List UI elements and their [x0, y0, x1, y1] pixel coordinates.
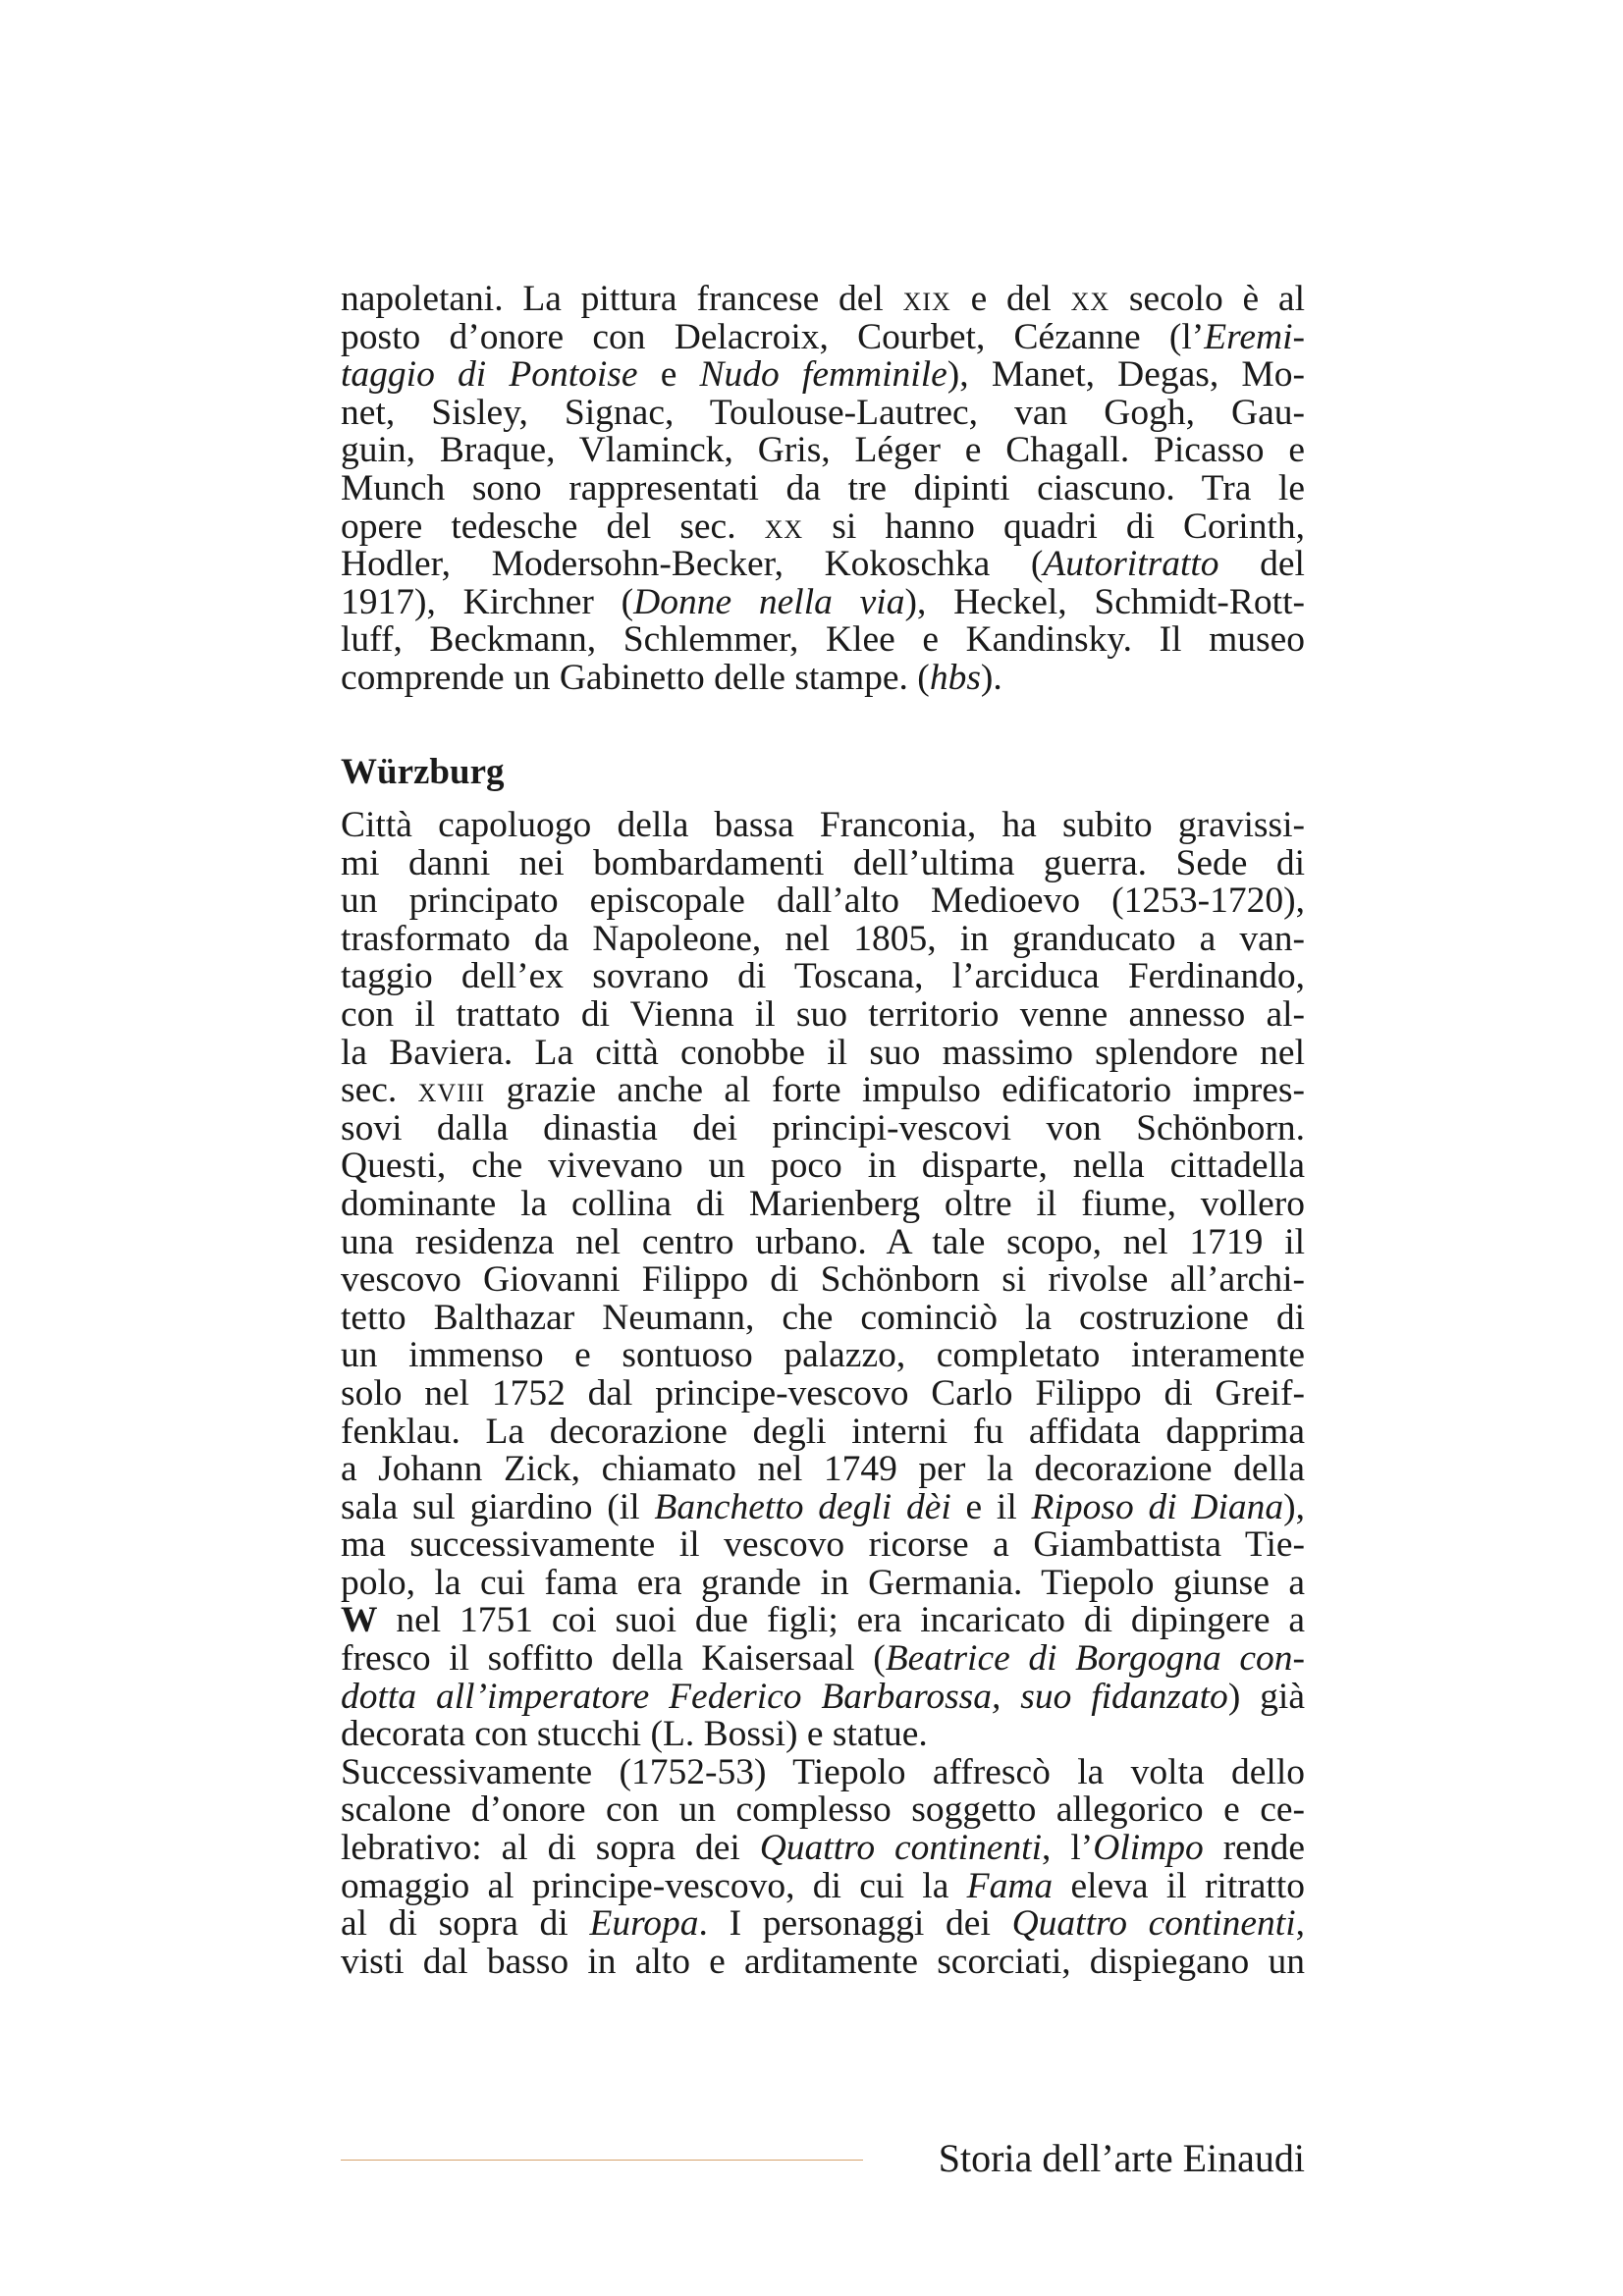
text-line: dominante la collina di Marienberg oltre il fiume, vollero — [341, 1183, 1305, 1224]
text-line: net, Sisley, Signac, Toulouse-Lautrec, van Gogh, Gau- — [341, 392, 1305, 433]
text-line: napoletani. La pittura francese del xix e del xx secolo è al — [341, 279, 1305, 319]
paragraph-continuation — [341, 281, 1305, 698]
text-line: ma successivamente il vescovo ricorse a Giambattista Tie- — [341, 1524, 1305, 1566]
footer-publication-title: Storia dell’arte Einaudi — [938, 2136, 1305, 2180]
italic-title: Banchetto degli dèi — [654, 1486, 951, 1527]
text-line: con il trattato di Vienna il suo territorio venne annesso al- — [341, 993, 1305, 1035]
text-line: W nel 1751 coi suoi due figli; era incaricato di dipingere a — [341, 1600, 1305, 1641]
text-line: sala sul giardino (il Banchetto degli dèi e il Riposo di Diana), — [341, 1486, 1306, 1527]
italic-title: Eremi- — [1204, 316, 1305, 357]
text-line: sovi dalla dinastia dei principi-vescovi von Schönborn. — [341, 1107, 1305, 1148]
paragraph-tiepolo-staircase — [341, 1751, 1305, 1982]
text-line: luff, Beckmann, Schlemmer, Klee e Kandinsky. Il museo — [341, 619, 1305, 661]
text-line: scalone d’onore con un complesso soggetto allegorico e ce- — [341, 1789, 1305, 1831]
text-line: un principato episcopale dall’alto Medioevo (1253-1720), — [341, 881, 1305, 922]
roman-numeral: xx — [764, 506, 804, 547]
text-line: taggio dell’ex sovrano di Toscana, l’arciduca Ferdinando, — [341, 956, 1305, 997]
text-line: posto d’onore con Delacroix, Courbet, Cézanne (l’Eremi- — [341, 316, 1305, 357]
italic-title: hbs — [929, 657, 981, 698]
paragraph-museum-collection — [341, 281, 1305, 698]
text-line: guin, Braque, Vlaminck, Gris, Léger e Chagall. Picasso e — [341, 430, 1305, 471]
roman-numeral: xix — [902, 279, 951, 319]
text-line: 1917), Kirchner (Donne nella via), Heckel, Schmidt-Rott- — [341, 581, 1305, 622]
text-line: lebrativo: al di sopra dei Quattro continenti, l’Olimpo rende — [341, 1828, 1305, 1869]
text-line: una residenza nel centro urbano. A tale scopo, nel 1719 il — [341, 1221, 1305, 1262]
text-line: tetto Balthazar Neumann, che cominciò la costruzione di — [341, 1297, 1305, 1338]
italic-title: Olimpo — [1093, 1828, 1204, 1869]
bold-abbreviation: W — [341, 1600, 378, 1641]
roman-numeral: xx — [1070, 279, 1110, 319]
text-line: Hodler, Modersohn-Becker, Kokoschka (Autoritratto del — [341, 544, 1305, 585]
text-line: Successivamente (1752-53) Tiepolo affrescò la volta dello — [341, 1751, 1305, 1792]
italic-title: Donne nella via — [633, 581, 905, 622]
italic-title: Quattro continenti — [1011, 1903, 1296, 1945]
text-line: polo, la cui fama era grande in Germania. Tiepolo giunse a — [341, 1562, 1305, 1603]
italic-title: Quattro continenti — [759, 1828, 1043, 1869]
roman-numeral: xviii — [417, 1070, 486, 1111]
text-line: fresco il soffitto della Kaisersaal (Beatrice di Borgogna con- — [341, 1638, 1305, 1680]
italic-title: Europa — [589, 1903, 699, 1945]
text-line: vescovo Giovanni Filippo di Schönborn si rivolse all’archi- — [341, 1259, 1305, 1301]
text-line: fenklau. La decorazione degli interni fu affidata dapprima — [341, 1411, 1305, 1452]
text-line: solo nel 1752 dal principe-vescovo Carlo Filippo di Greif- — [341, 1372, 1305, 1414]
text-line: mi danni nei bombardamenti dell’ultima guerra. Sede di — [341, 842, 1305, 883]
text-line: taggio di Pontoise e Nudo femminile), Manet, Degas, Mo- — [341, 354, 1305, 396]
italic-title: dotta all’imperatore Federico Barbarossa, suo fidanzato — [341, 1676, 1228, 1717]
text-line: Città capoluogo della bassa Franconia, ha subito gravissi- — [341, 805, 1305, 845]
italic-title: Beatrice di Borgogna con- — [885, 1638, 1305, 1680]
wurzburg-entry — [341, 807, 1305, 1981]
text-line: trasformato da Napoleone, nel 1805, in granducato a van- — [341, 918, 1305, 959]
text-line: visti dal basso in alto e arditamente scorciati, dispiegano un — [341, 1941, 1305, 1982]
section-heading-wurzburg: Würzburg — [341, 752, 505, 792]
footer-rule — [341, 2160, 863, 2161]
italic-title: taggio di Pontoise — [341, 354, 638, 396]
italic-title: Autoritratto — [1043, 544, 1219, 585]
text-line: al di sopra di Europa. I personaggi dei Quattro continenti, — [341, 1903, 1305, 1945]
text-line: Questi, che vivevano un poco in disparte, nella cittadella — [341, 1146, 1305, 1187]
italic-title: Riposo di Diana — [1031, 1486, 1284, 1527]
text-line: la Baviera. La città conobbe il suo massimo splendore nel — [341, 1032, 1305, 1073]
paragraph-wurzburg-history — [341, 807, 1305, 1754]
italic-title: Nudo femminile — [699, 354, 947, 396]
text-line: decorata con stucchi (L. Bossi) e statue. — [341, 1714, 928, 1755]
text-line: Munch sono rappresentati da tre dipinti ciascuno. Tra le — [341, 467, 1305, 508]
text-line: opere tedesche del sec. xx si hanno quadri di Corinth, — [341, 506, 1306, 547]
text-line: sec. xviii grazie anche al forte impulso edificatorio impres- — [341, 1070, 1306, 1111]
text-line: comprende un Gabinetto delle stampe. (hbs). — [341, 657, 1002, 698]
text-line: a Johann Zick, chiamato nel 1749 per la decorazione della — [341, 1449, 1305, 1490]
text-line: omaggio al principe-vescovo, di cui la Fama eleva il ritratto — [341, 1865, 1305, 1906]
text-line: dotta all’imperatore Federico Barbarossa, suo fidanzato) già — [341, 1676, 1305, 1717]
italic-title: Fama — [966, 1865, 1054, 1906]
text-line: un immenso e sontuoso palazzo, completato interamente — [341, 1335, 1305, 1376]
